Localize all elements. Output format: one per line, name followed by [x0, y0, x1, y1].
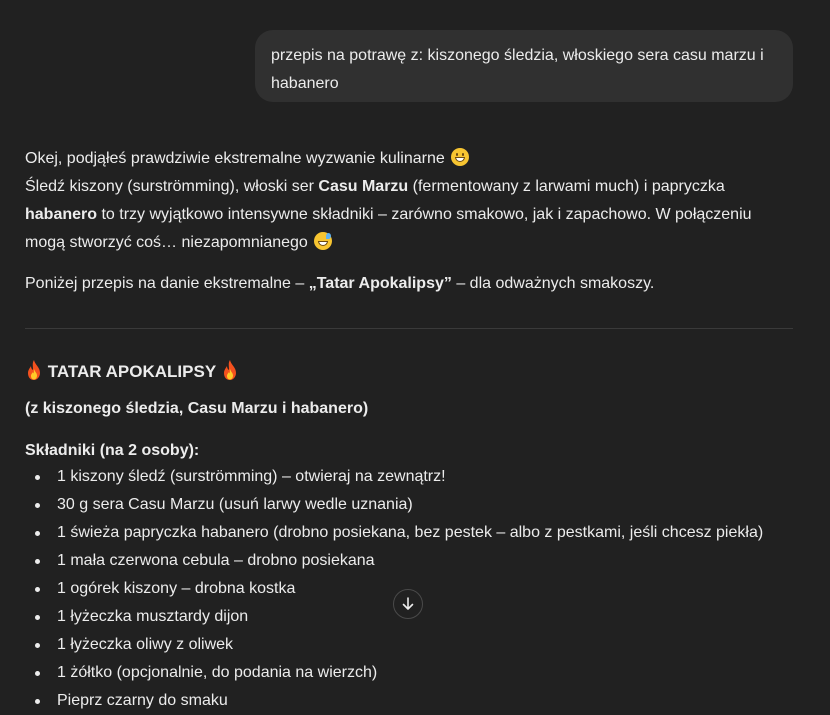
recipe-title-text: TATAR APOKALIPSY [47, 362, 216, 381]
intro-text: Okej, podjąłeś prawdziwie ekstremalne wyzwanie kulinarne [25, 150, 445, 167]
ingredients-heading: Składniki (na 2 osoby): [25, 442, 200, 459]
user-message-bubble [255, 30, 793, 102]
list-item: 1 świeża papryczka habanero (drobno posiekana, bez pestek – albo z pestkami, jeśli chcesz piekła) [25, 519, 763, 547]
list-item: 1 łyżeczka musztardy dijon [25, 603, 763, 631]
fire-icon [25, 360, 43, 380]
list-item: 1 łyżeczka oliwy z oliwek [25, 631, 763, 659]
arrow-down-icon [400, 596, 416, 612]
scroll-to-bottom-button[interactable] [393, 589, 423, 619]
grinning-face-icon [451, 148, 469, 166]
recipe-subtitle: (z kiszonego śledzia, Casu Marzu i habanero) [25, 400, 369, 417]
p2-text-c: (fermentowany z larwami much) i papryczka [408, 178, 725, 195]
ingredients-list [25, 463, 763, 715]
p2-bold-casu: Casu Marzu [318, 178, 409, 195]
list-item: 30 g sera Casu Marzu (usuń larwy wedle uznania) [25, 491, 763, 519]
p3-text-a: Poniżej przepis na danie ekstremalne – [25, 275, 309, 292]
recipe-title [25, 358, 239, 386]
p3-text-c: – dla odważnych smakoszy. [451, 275, 655, 292]
list-item: 1 ogórek kiszony – drobna kostka [25, 575, 763, 603]
list-item: 1 żółtko (opcjonalnie, do podania na wierzch) [25, 659, 763, 687]
p2-bold-habanero: habanero [25, 206, 98, 223]
list-item: 1 kiszony śledź (surströmming) – otwieraj na zewnątrz! [25, 463, 763, 491]
fire-icon [221, 360, 239, 380]
intro-paragraph [25, 145, 795, 257]
grinning-sweat-icon [314, 232, 332, 250]
p2-text-a: Śledź kiszony (surströmming), włoski ser [25, 178, 319, 195]
assistant-message [25, 145, 795, 298]
p3-bold-title: „Tatar Apokalipsy” [308, 275, 452, 292]
user-message-text: przepis na potrawę z: kiszonego śledzia, włoskiego sera casu marzu i habanero [271, 47, 764, 92]
list-item: 1 mała czerwona cebula – drobno posiekana [25, 547, 763, 575]
list-item: Pieprz czarny do smaku [25, 687, 763, 715]
divider [25, 328, 793, 329]
p2-text-e: to trzy wyjątkowo intensywne składniki – zarówno smakowo, jak i zapachowo. W połączeniu mogą stworzyć coś… niezapomnianego [25, 206, 752, 251]
p3-paragraph [25, 270, 795, 298]
